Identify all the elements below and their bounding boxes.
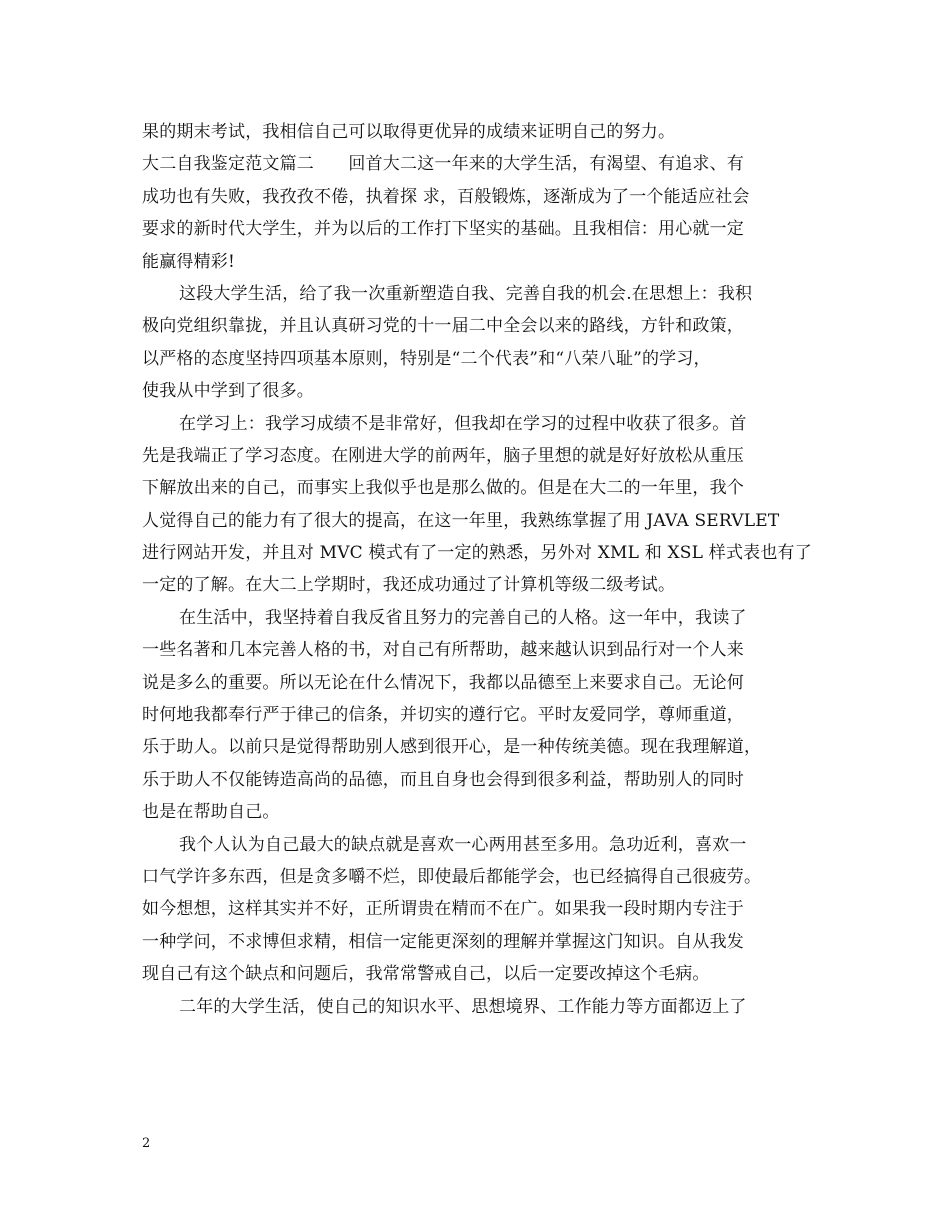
- text-line: 大二自我鉴定范文篇二 回首大二这一年来的大学生活，有渴望、有追求、有: [142, 154, 744, 175]
- text-line: 乐于助人。以前只是觉得帮助别人感到很开心，是一种传统美德。现在我理解道，: [142, 737, 762, 758]
- text-line: 说是多么的重要。所以无论在什么情况下，我都以品德至上来要求自己。无论何: [142, 672, 744, 693]
- text-line: 进行网站开发，并且对 MVC 模式有了一定的熟悉，另外对 XML 和 XSL 样式表也有了: [142, 543, 812, 564]
- text-line: 如今想想，这样其实并不好，正所谓贵在精而不在广。如果我一段时期内专注于: [142, 899, 744, 920]
- document-body: [142, 116, 822, 1023]
- text-line: 一些名著和几本完善人格的书，对自己有所帮助，越来越认识到品行对一个人来: [142, 640, 744, 661]
- text-line: 成功也有失败，我孜孜不倦，执着探 求，百般锻炼，逐渐成为了一个能适应社会: [142, 186, 750, 207]
- text-line: 一种学问，不求博但求精，相信一定能更深刻的理解并掌握这门知识。自从我发: [142, 931, 744, 952]
- paragraph-start-line: 在学习上：我学习成绩不是非常好，但我却在学习的过程中收获了很多。首: [179, 413, 747, 434]
- text-line: 一定的了解。在大二上学期时，我还成功通过了计算机等级二级考试。: [142, 575, 676, 596]
- paragraph-start-line: 我个人认为自己最大的缺点就是喜欢一心两用甚至多用。急功近利，喜欢一: [179, 834, 747, 855]
- text-line: 人觉得自己的能力有了很大的提高，在这一年里，我熟练掌握了用 JAVA SERVLET: [142, 510, 780, 531]
- text-line: 要求的新时代大学生，并为以后的工作打下坚实的基础。且我相信：用心就一定: [142, 219, 744, 240]
- text-line: 下解放出来的自己，而事实上我似乎也是那么做的。但是在大二的一年里，我个: [142, 478, 744, 499]
- text-line: 也是在帮助自己。: [142, 802, 280, 823]
- text-line: 使我从中学到了很多。: [142, 381, 314, 402]
- paragraph-start-line: 在生活中，我坚持着自我反省且努力的完善自己的人格。这一年中，我读了: [179, 607, 747, 628]
- paragraph-start-line: 二年的大学生活，使自己的知识水平、思想境界、工作能力等方面都迈上了: [179, 996, 747, 1017]
- text-line: 能赢得精彩!: [142, 251, 236, 272]
- page-number: 2: [142, 1136, 151, 1151]
- text-line: 时何地我都奉行严于律己的信条，并切实的遵行它。平时友爱同学，尊师重道，: [142, 705, 744, 726]
- text-line: 现自己有这个缺点和问题后，我常常警戒自己，以后一定要改掉这个毛病。: [142, 964, 710, 985]
- text-line: 以严格的态度坚持四项基本原则，特别是“二个代表”和“八荣八耻”的学习，: [142, 348, 711, 369]
- text-line: 极向党组织靠拢，并且认真研习党的十一届二中全会以来的路线，方针和政策，: [142, 316, 744, 337]
- text-line: 先是我端正了学习态度。在刚进大学的前两年，脑子里想的就是好好放松从重压: [142, 445, 744, 466]
- text-line: 口气学许多东西，但是贪多嚼不烂，即使最后都能学会，也已经搞得自己很疲劳。: [142, 866, 762, 887]
- text-line: 乐于助人不仅能铸造高尚的品德，而且自身也会得到很多利益，帮助别人的同时: [142, 769, 744, 790]
- text-line: 果的期末考试，我相信自己可以取得更优异的成绩来证明自己的努力。: [142, 122, 676, 142]
- paragraph-start-line: 这段大学生活，给了我一次重新塑造自我、完善自我的机会.在思想上：我积: [179, 283, 753, 304]
